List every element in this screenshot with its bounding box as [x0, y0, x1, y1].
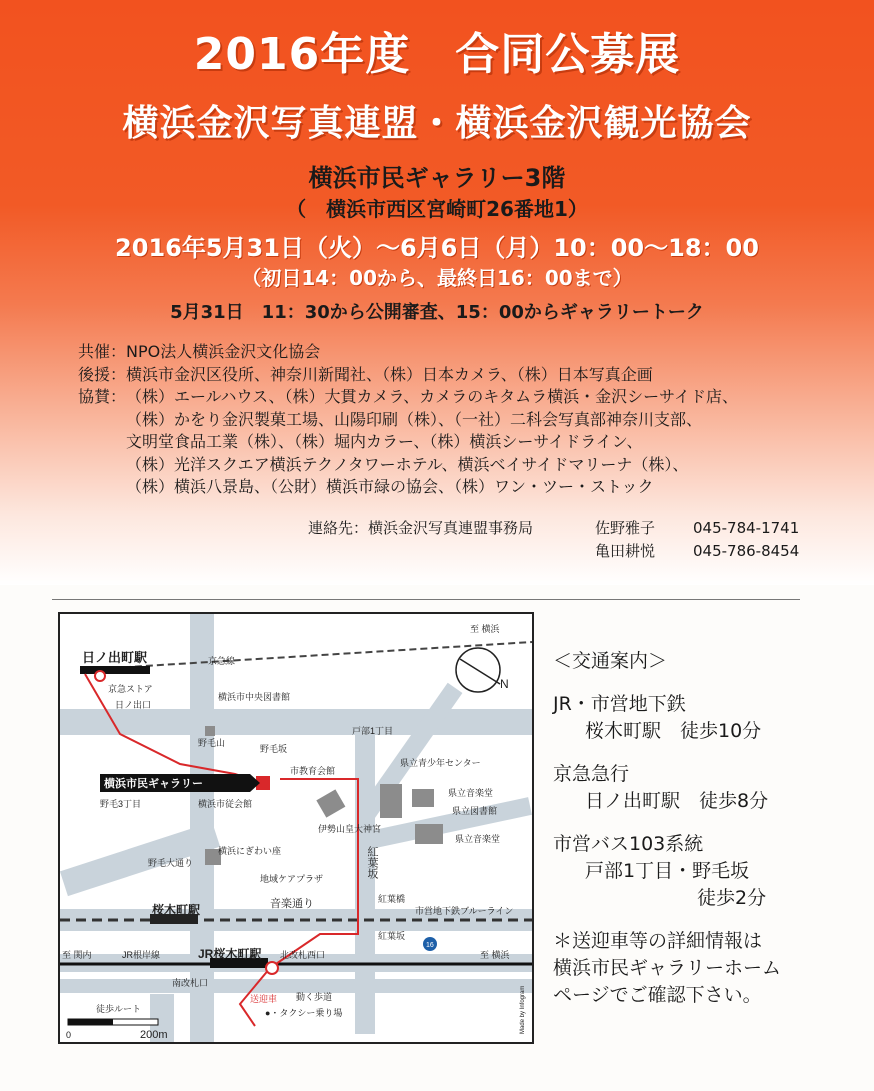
label-momijizaka: 紅葉坂: [378, 931, 406, 941]
access-note: ページでご確認下さい。: [553, 984, 762, 1006]
contact-phone: 045-784-1741: [693, 519, 800, 537]
contact-name: 佐野雅子: [595, 519, 656, 537]
label-seishonen: 県立青少年センター: [400, 758, 481, 768]
label-keikyu-store: 京急ストア: [108, 684, 153, 694]
venue-name: 横浜市民ギャラリー3階: [308, 164, 566, 192]
kyosan-line: 文明堂食品工業（株）、（株）堀内カラー、（株）横浜シーサイドライン、: [126, 432, 643, 451]
contact-block: [308, 517, 799, 563]
access-heading: ＜交通案内＞: [553, 650, 668, 672]
access-note: 横浜市民ギャラリーホーム: [553, 957, 782, 979]
label-route16: 16: [426, 942, 434, 949]
contact-name: 亀田耕悦: [595, 542, 656, 560]
contact-label: 連絡先：横浜金沢写真連盟事務局: [308, 519, 534, 537]
exhibition-title: 2016年度 合同公募展: [193, 29, 681, 80]
label-bus-stop: 送迎車: [250, 994, 278, 1004]
label-jr-line: JR根岸線: [122, 950, 160, 960]
koen-text: 横浜市金沢区役所、神奈川新聞社、（株）日本カメラ、（株）日本写真企画: [126, 364, 653, 384]
label-momijibashi: 紅葉橋: [378, 894, 406, 904]
station-marker-icon: [266, 962, 278, 974]
koen-row: [78, 364, 858, 387]
label-tobe: 戸部1丁目: [352, 726, 394, 736]
access-map: [58, 612, 534, 1044]
credits-block: [78, 341, 858, 499]
kyosan-line: （株）横浜八景島、（公財）横浜市緑の協会、（株）ワン・ツー・ストック: [126, 477, 654, 496]
label-jr-sakuragicho: JR桜木町駅: [198, 947, 262, 961]
label-nogecho3: 野毛3丁目: [100, 799, 142, 809]
koen-label: 後援：: [78, 364, 127, 384]
label-hinode: 日ノ出町駅: [82, 650, 148, 665]
access-station: 日ノ出町駅 徒歩8分: [585, 790, 769, 812]
label-toshokan: 県立図書館: [452, 806, 498, 816]
label-north: N: [500, 677, 509, 691]
venue-address: （ 横浜市西区宮崎町26番地1）: [286, 197, 588, 221]
label-tobe-route: 徒歩ルート: [96, 1004, 142, 1014]
kyosai-label: 共催：: [78, 342, 127, 361]
jury-schedule: 5月31日 11：30から公開審査、15：00からギャラリートーク: [170, 302, 704, 323]
label-nogeoodori: 野毛大通り: [148, 858, 194, 868]
kyosai-text: NPO法人横浜金沢文化協会: [126, 342, 321, 361]
access-station: 桜木町駅 徒歩10分: [585, 720, 762, 742]
label-scale-zero: 0: [66, 1030, 72, 1040]
exhibition-dates: 2016年5月31日（火）～6月6日（月）10：00～18：00: [115, 234, 759, 262]
kyosan-line: （株）かをり金沢製菓工場、山陽印刷（株）、（一社）二科会写真部神奈川支部、: [126, 409, 703, 429]
label-momijizaka-vertical: 紅葉坂: [366, 846, 378, 879]
label-ongakudo: 県立音楽堂: [448, 788, 494, 798]
label-minami-kaisatsu: 南改札口: [172, 978, 209, 988]
access-walk: 徒歩2分: [697, 887, 767, 909]
kyosan-row: [78, 386, 858, 409]
label-nogeyama: 野毛山: [198, 738, 226, 748]
label-yokohama-top: 至 横浜: [470, 624, 500, 634]
access-guide: [553, 648, 853, 1009]
label-kita-kaisatsu: 北改札西口: [280, 950, 326, 960]
access-line: 市営バス103系統: [553, 833, 704, 855]
label-sogo: 横浜市従会館: [198, 799, 253, 809]
contact-phone: 045-786-8454: [693, 542, 800, 560]
access-line: JR・市営地下鉄: [553, 693, 686, 715]
label-blue-line: 市営地下鉄ブルーライン: [415, 906, 514, 916]
label-yokohama-bottom: 至 横浜: [480, 950, 510, 960]
label-kannai: 至 関内: [62, 950, 92, 960]
label-gallery: 横浜市民ギャラリー: [104, 778, 203, 790]
station-marker-icon: [95, 671, 105, 681]
kyosan-line: （株）エールハウス、（株）大貫カメラ、カメラのキタムラ横浜・金沢シーサイド店、: [126, 387, 739, 406]
label-kyoiku: 市教育会館: [290, 766, 336, 776]
section-divider: [52, 599, 800, 600]
label-central-library: 横浜市中央図書館: [218, 692, 291, 702]
label-sakuragi-path: 動く歩道: [296, 992, 333, 1002]
kyosan-line: （株）光洋スクエア横浜テクノタワーホテル、横浜ベイサイドマリーナ（株）、: [126, 454, 689, 474]
label-keikyu-line: 京急線: [208, 656, 236, 666]
label-taxi: ●・タクシー乗り場: [265, 1008, 343, 1018]
label-hinode-exit: 日ノ出口: [115, 700, 152, 710]
hours-note: （初日14：00から、最終日16：00まで）: [241, 266, 633, 290]
label-ongaku-dori: 音楽通り: [270, 898, 314, 910]
label-credit: Made by Infogram: [520, 985, 526, 1034]
access-line: 京急急行: [553, 763, 630, 785]
kyosan-label: 協賛：: [78, 387, 127, 406]
label-chiiki: 地域ケアプラザ: [260, 874, 324, 884]
label-iseyama: 伊勢山皇大神宮: [318, 824, 382, 834]
label-kominkan: 県立音楽堂: [455, 834, 501, 844]
access-note: ＊送迎車等の詳細情報は: [553, 930, 763, 952]
access-station: 戸部1丁目・野毛坂: [585, 860, 750, 882]
kyosai-row: [78, 341, 858, 364]
label-scale: 200m: [140, 1029, 168, 1041]
label-nigiwai: 横浜にぎわい座: [218, 846, 282, 856]
label-sakuragicho-top: 桜木町駅: [152, 903, 201, 917]
organizers-title: 横浜金沢写真連盟・横浜金沢観光協会: [122, 103, 752, 144]
label-nogezaka: 野毛坂: [260, 744, 288, 754]
